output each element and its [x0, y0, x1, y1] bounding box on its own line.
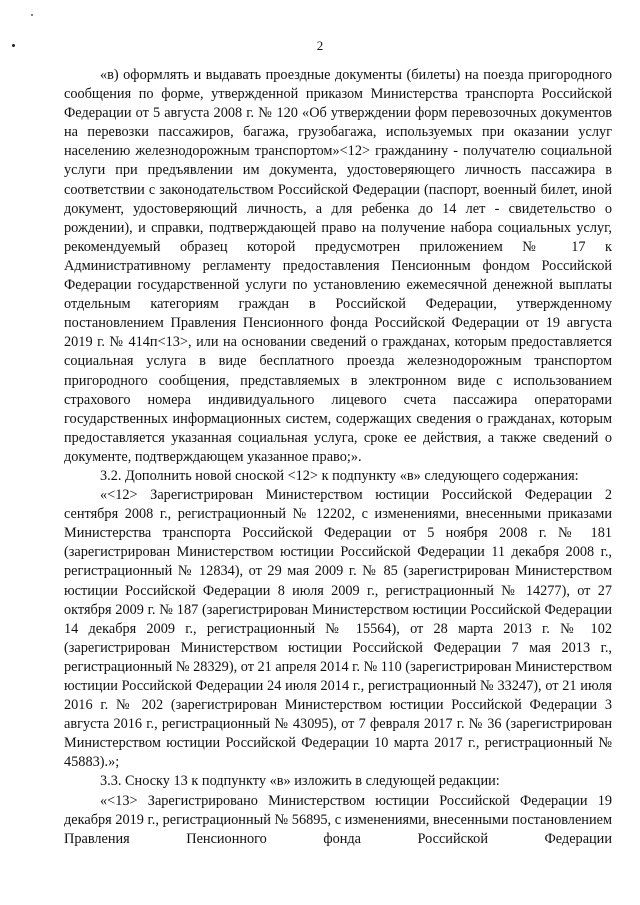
footnote-13-text: «<13> Зарегистрировано Министерством юстиции Российской Федерации 19 декабря 2019 г., регистрационный № 56895, с изменениями, внесенными постановлением Правления Пенсионного фонда Российской Федерации	[64, 792, 612, 847]
scan-speck	[31, 14, 33, 16]
paragraph-3-3: 3.3. Сноску 13 к подпункту «в» изложить в следующей редакции:	[100, 773, 500, 790]
paragraph-item-v: «в) оформлять и выдавать проездные документы (билеты) на поезда пригородного сообщения по форме, утвержденной приказом Министерства транспорта Российской Федерации от 5 августа 2008 г. № 120 «Об утверждении форм перевозочных документов на перевозки пассажиров, багажа, грузобагажа, используемых при оказании услуг населению железнодорожным транспортом»<12> гражданину - получателю социальной услуги при предъявлении им документа, удостоверяющего личность пассажира в соответствии с законодательством Российской Федерации (паспорт, военный билет, иной документ, удостоверяющий личность, а для ребенка до 14 лет - свидетельство о рождении), и справки, подтверждающей право на получение набора социальных услуг, рекомендуемый образец которой предусмотрен приложением № 17 к Административному регламенту предоставления Пенсионным фондом Российской Федерации государственной услуги по установлению ежемесячной денежной выплаты отдельным категориям граждан в Российской Федерации, утвержденному постановлением Правления Пенсионного фонда Российской Федерации от 19 августа 2019 г. № 414п<13>, или на основании сведений о гражданах, которым предоставляется социальная услуга в виде бесплатного проезда железнодорожным транспортом пригородного сообщения, представляемых в электронном виде с использованием страхового номера индивидуального лицевого счета пассажира операторами государственных информационных систем, содержащих сведения о гражданах, которым предоставляется указанная социальная услуга, сроке ее действия, а также сведений о документе, подтверждающем указанное право;».	[64, 67, 612, 465]
document-body	[64, 66, 612, 849]
page-number: 2	[316, 38, 324, 53]
footnote-12-text: «<12> Зарегистрирован Министерством юстиции Российской Федерации 2 сентября 2008 г., регистрационный № 12202, с изменениями, внесенными приказами Министерства транспорта Российской Федерации от 5 ноября 2008 г. № 181 (зарегистрирован Министерством юстиции Российской Федерации 11 декабря 2008 г., регистрационный № 12834), от 29 мая 2009 г. № 85 (зарегистрирован Министерством юстиции Российской Федерации 8 июля 2009 г., регистрационный № 14277), от 27 октября 2009 г. № 187 (зарегистрирован Министерством юстиции Российской Федерации 14 декабря 2009 г., регистрационный № 15564), от 28 марта 2013 г. № 102 (зарегистрирован Министерством юстиции Российской Федерации 7 мая 2013 г., регистрационный № 28329), от 21 апреля 2014 г. № 110 (зарегистрирован Министерством юстиции Российской Федерации 24 июля 2014 г., регистрационный № 33247), от 21 июля 2016 г. № 202 (зарегистрирован Министерством юстиции Российской Федерации 3 августа 2016 г., регистрационный № 43095), от 7 февраля 2017 г. № 36 (зарегистрирован Министерством юстиции Российской Федерации 10 марта 2017 г., регистрационный № 45883).»;	[64, 487, 612, 771]
paragraph-3-2: 3.2. Дополнить новой сноской <12> к подпункту «в» следующего содержания:	[100, 467, 579, 484]
